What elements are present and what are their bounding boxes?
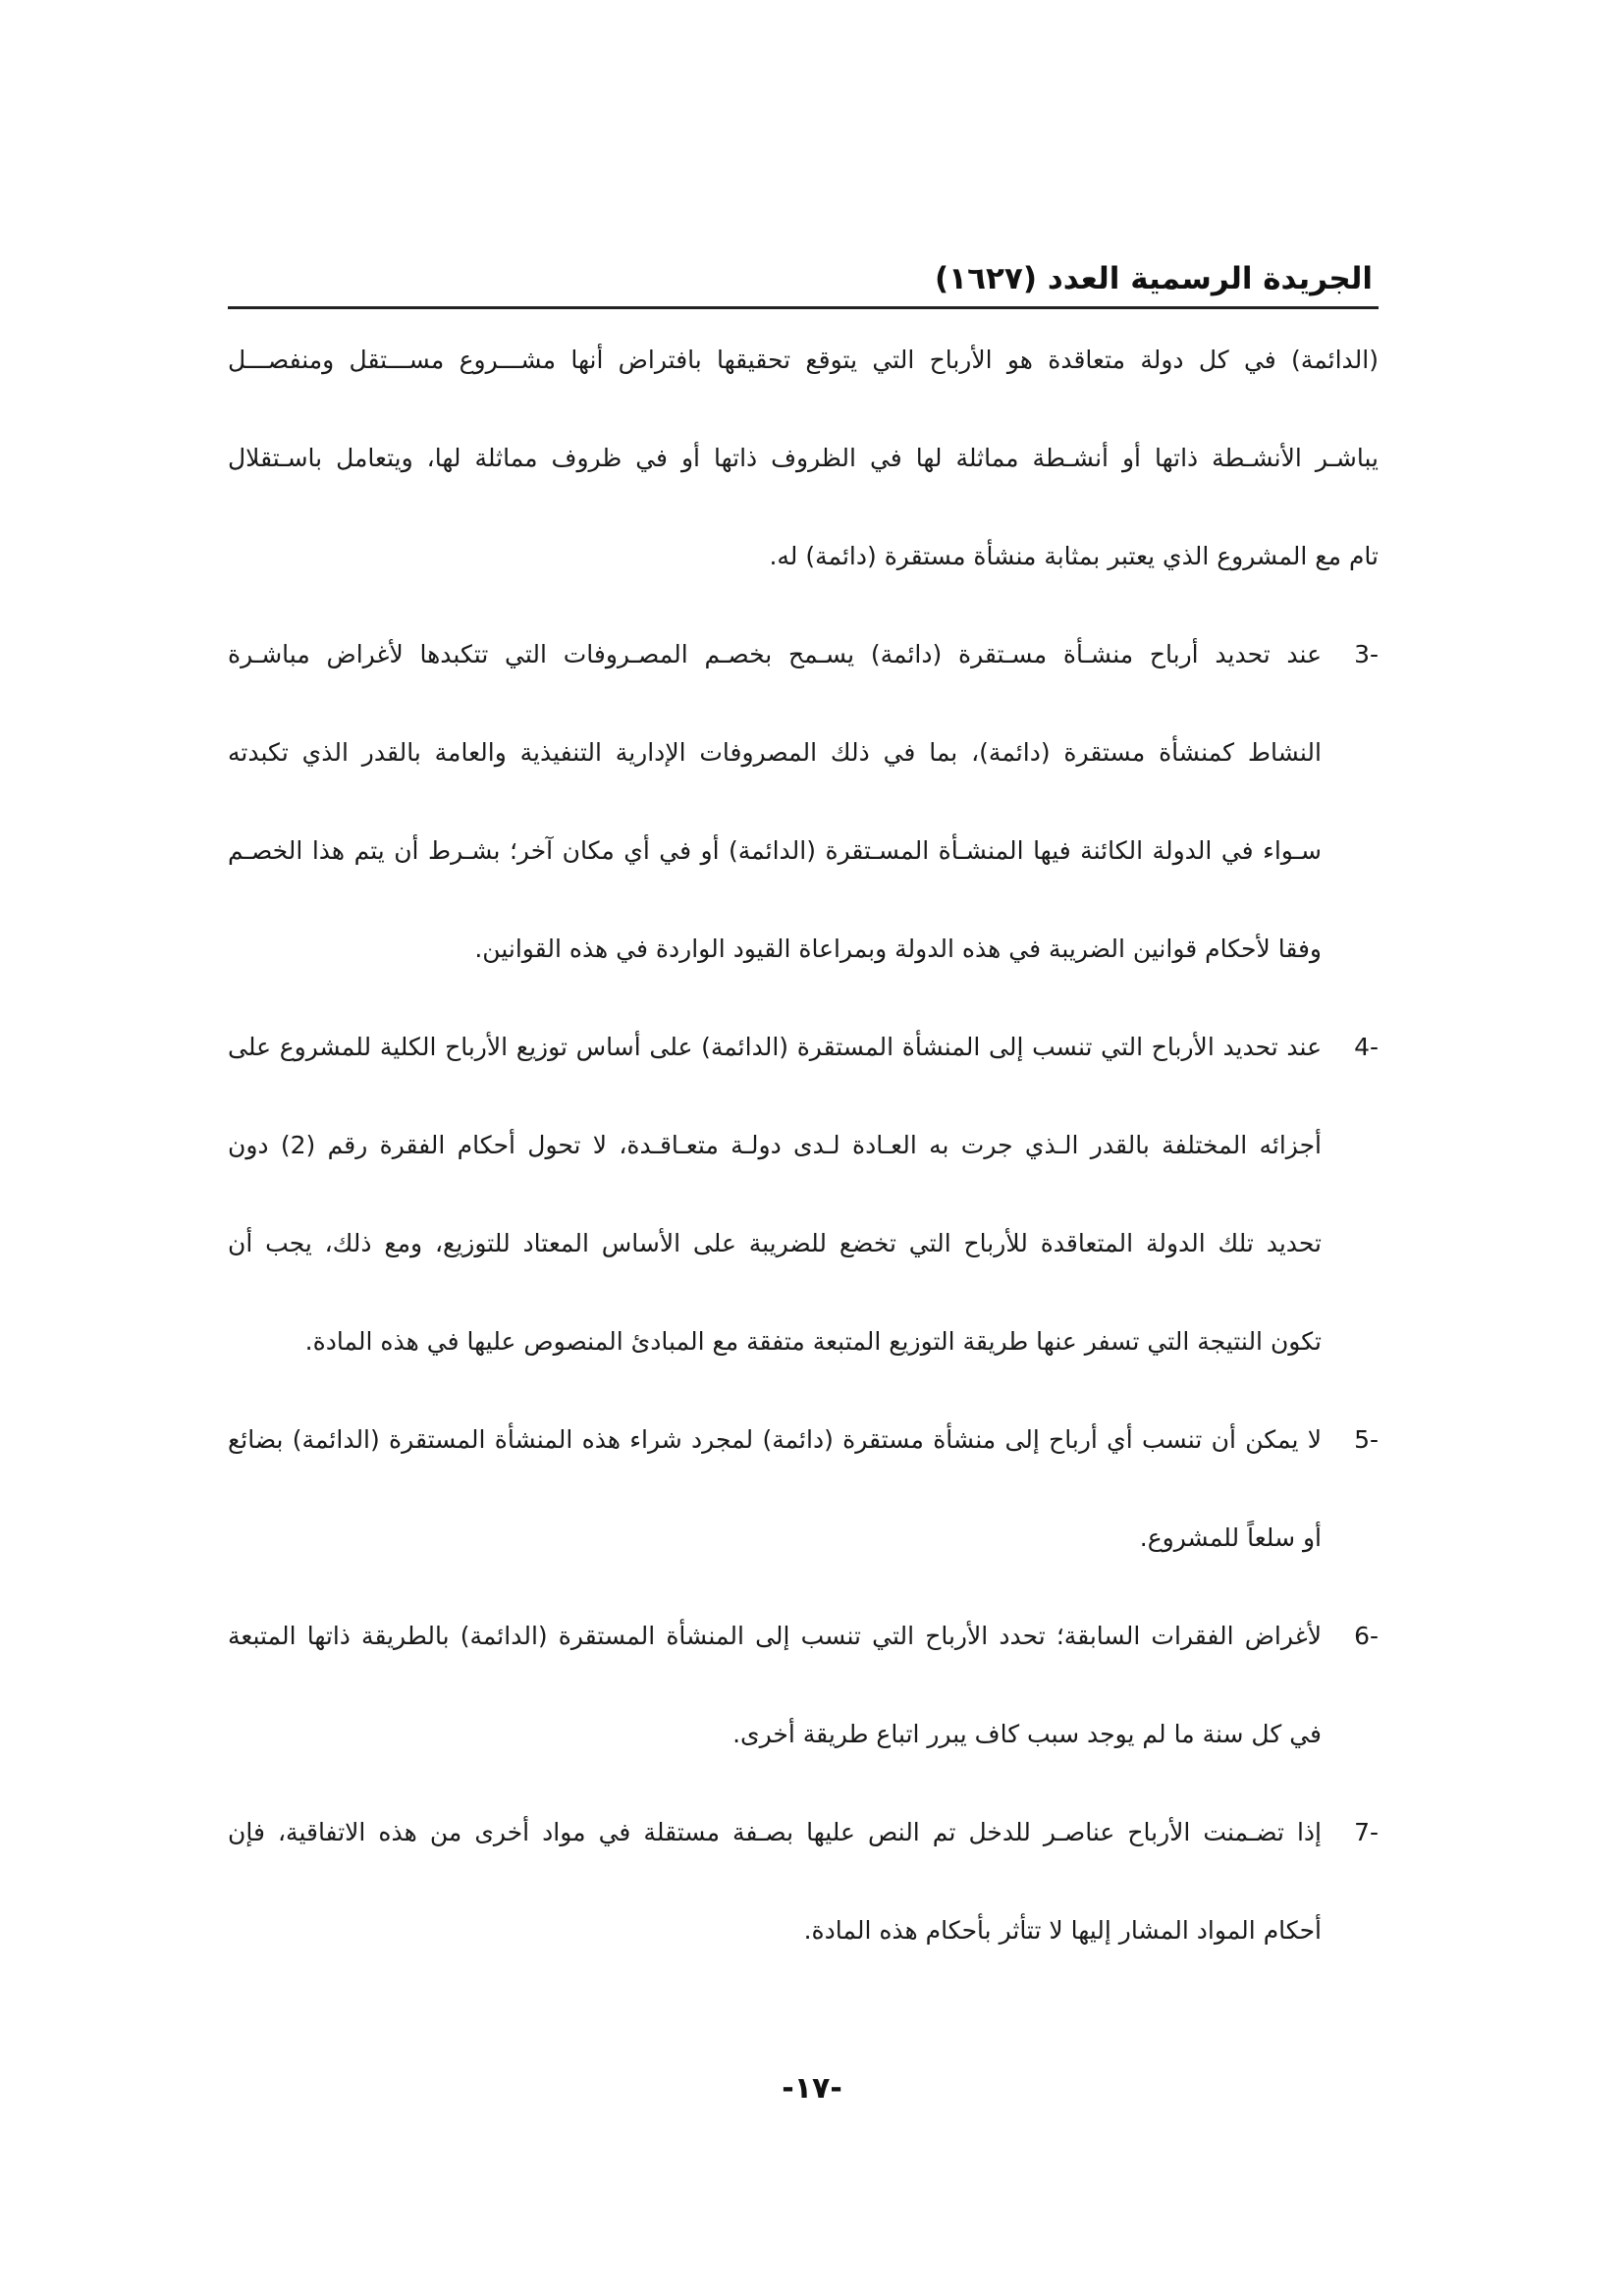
text-line: أو سلعاً للمشروع. bbox=[1139, 1523, 1322, 1552]
text-line: (الدائمة) في كل دولة متعاقدة هو الأرباح التي يتوقع تحقيقها بافتراض أنها مشـــروع مســـتقل ومنفصـــل bbox=[228, 346, 1379, 374]
header-divider bbox=[228, 306, 1379, 309]
gazette-title: الجريدة الرسمية العدد (١٦٢٧) bbox=[935, 261, 1373, 296]
text-line: أحكام المواد المشار إليها لا تتأثر بأحكام هذه المادة. bbox=[803, 1916, 1322, 1945]
clause-number: 7- bbox=[1354, 1818, 1379, 1846]
clause-7 bbox=[228, 1796, 1379, 1993]
text-line: وفقا لأحكام قوانين الضريبة في هذه الدولة وبمراعاة القيود الواردة في هذه القوانين. bbox=[474, 934, 1322, 963]
clause-5 bbox=[228, 1404, 1379, 1600]
text-line: لا يمكن أن تنسب أي أرباح إلى منشأة مستقرة (دائمة) لمجرد شراء هذه المنشأة المستقرة (الدائمة) بضائع bbox=[228, 1425, 1322, 1454]
clause-number: 4- bbox=[1354, 1033, 1379, 1061]
text-line: لأغراض الفقرات السابقة؛ تحدد الأرباح التي تنسب إلى المنشأة المستقرة (الدائمة) بالطريقة ذاتها المتبعة bbox=[228, 1622, 1322, 1650]
text-line: تام مع المشروع الذي يعتبر بمثابة منشأة مستقرة (دائمة) له. bbox=[769, 542, 1379, 570]
clause-number: 6- bbox=[1354, 1622, 1379, 1650]
page-number: -١٧- bbox=[782, 2071, 842, 2106]
clause-4 bbox=[228, 1011, 1379, 1404]
text-line: في كل سنة ما لم يوجد سبب كاف يبرر اتباع طريقة أخرى. bbox=[732, 1720, 1322, 1748]
text-line: عند تحديد الأرباح التي تنسب إلى المنشأة المستقرة (الدائمة) على أساس توزيع الأرباح الكلية للمشروع على bbox=[228, 1033, 1322, 1061]
intro-paragraph bbox=[228, 324, 1379, 618]
text-line: إذا تضـمنت الأرباح عناصـر للدخل تم النص عليها بصـفة مستقلة في مواد أخرى من هذه الاتفاقية، فإن bbox=[228, 1818, 1322, 1846]
text-line: سـواء في الدولة الكائنة فيها المنشـأة المسـتقرة (الدائمة) أو في أي مكان آخر؛ بشـرط أن يتم هذا الخصـم bbox=[228, 836, 1322, 865]
document-body bbox=[228, 324, 1379, 1993]
clause-number: 3- bbox=[1354, 640, 1379, 668]
text-line: عند تحديد أرباح منشـأة مسـتقرة (دائمة) يسـمح بخصـم المصـروفات التي تتكبدها لأغراض مباشـرة bbox=[228, 640, 1322, 668]
page-header bbox=[240, 257, 1379, 300]
clause-3 bbox=[228, 618, 1379, 1011]
text-line: يباشـر الأنشـطة ذاتها أو أنشـطة مماثلة لها في الظروف ذاتها أو في ظروف مماثلة لها، ويتعامل باسـتقلال bbox=[228, 444, 1379, 472]
text-line: تكون النتيجة التي تسفر عنها طريقة التوزيع المتبعة متفقة مع المبادئ المنصوص عليها في هذه المادة. bbox=[304, 1327, 1322, 1356]
text-line: أجزائه المختلفة بالقدر الـذي جرت به العـادة لـدى دولـة متعـاقـدة، لا تحول أحكام الفقرة رقم (2) دون bbox=[228, 1131, 1322, 1159]
text-line: النشاط كمنشأة مستقرة (دائمة)، بما في ذلك المصروفات الإدارية التنفيذية والعامة بالقدر الذي تكبدته bbox=[228, 738, 1322, 767]
clause-6 bbox=[228, 1600, 1379, 1796]
clause-number: 5- bbox=[1354, 1425, 1379, 1454]
text-line: تحديد تلك الدولة المتعاقدة للأرباح التي تخضع للضريبة على الأساس المعتاد للتوزيع، ومع ذلك، يجب أن bbox=[228, 1229, 1322, 1257]
